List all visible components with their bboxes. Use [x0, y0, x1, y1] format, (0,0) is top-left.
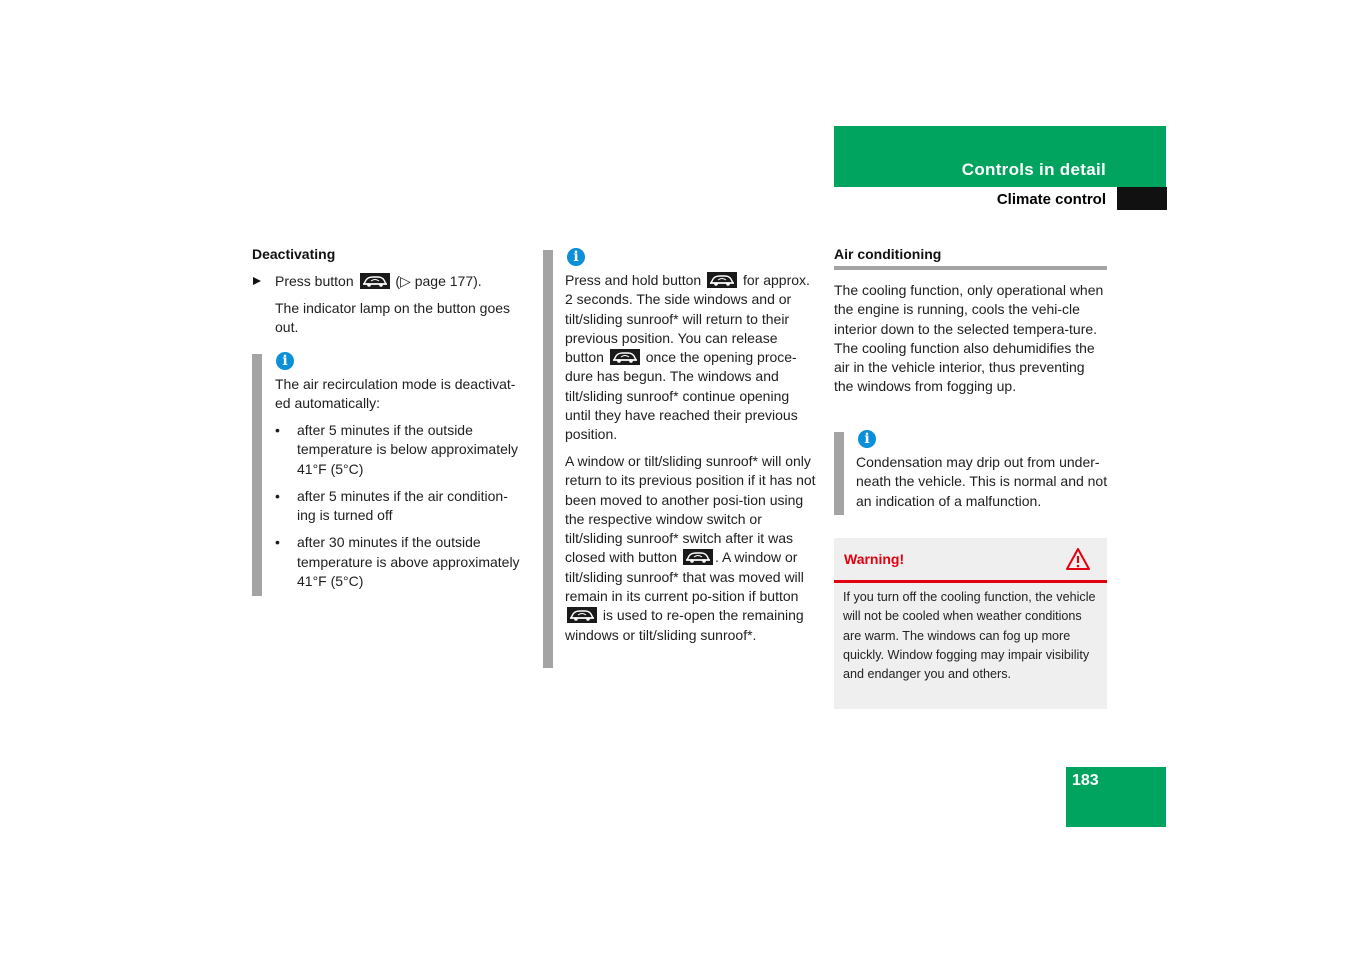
info-condensation: Condensation may drip out from under-neath the vehicle. This is normal and not an indication of a malfunction.: [856, 454, 1108, 509]
info-icon: i: [567, 248, 585, 266]
arrow-right-icon: [252, 273, 272, 292]
step-instruction: [275, 272, 535, 291]
info-paragraph-2: A window or tilt/sliding sunroof* will only return to its previous position if it has not been moved to another posi-tion using the respective window switch or tilt/sliding sunroof* switch after it was closed with button . A window or tilt/sliding sunroof* that was moved will remain in its current po-sition if button is used to re-open the remaining windows or tilt/sliding sunroof*.: [565, 453, 816, 643]
step-prefix: Press button: [275, 273, 354, 289]
recirculation-button-icon: [683, 549, 713, 565]
subsection-title: Climate control: [996, 191, 1106, 208]
info-icon: i: [858, 430, 876, 448]
info-intro: The air recirculation mode is deactivat-ed automatically:: [275, 376, 516, 412]
info-bar: [543, 250, 553, 668]
air-conditioning-paragraph: The cooling function, only operational when the engine is running, cools the vehi-cle interior down to the selected tempera-ture. The cooling function also dehumidifies the air in the vehicle interior, thus preventing the windows from fogging up.: [834, 282, 1104, 395]
step-suffix: (▷ page 177).: [395, 273, 482, 289]
recirculation-button-icon: [707, 272, 737, 288]
warning-title: Warning!: [844, 551, 905, 567]
info-bar: [834, 432, 844, 515]
info-list: [275, 421, 520, 599]
list-item: • after 5 minutes if the air condition-ing is turned off: [275, 487, 520, 526]
deactivating-heading: Deactivating: [252, 246, 336, 262]
section-title: Controls in detail: [961, 160, 1106, 179]
subsection-marker: [1117, 187, 1167, 210]
warning-divider: [834, 580, 1107, 583]
air-conditioning-heading: Air conditioning: [834, 246, 942, 262]
recirculation-button-icon: [567, 607, 597, 623]
warning-triangle-icon: [1065, 547, 1091, 576]
recirculation-button-icon: [610, 349, 640, 365]
page-number: 183: [1072, 772, 1099, 789]
list-item: • after 5 minutes if the outside temperature is below approximately 41°F (5°C): [275, 421, 520, 479]
info-bar: [252, 354, 262, 596]
heading-rule: [834, 266, 1107, 270]
warning-text: If you turn off the cooling function, the vehicle will not be cooled when weather conditions are warm. The windows can fog up more quickly. Window fogging may impair visibility and endanger you and others.: [843, 590, 1096, 682]
step-result: The indicator lamp on the button goes out.: [275, 300, 511, 336]
list-item: • after 30 minutes if the outside temperature is above approximately 41°F (5°C): [275, 533, 520, 591]
recirculation-button-icon: [360, 273, 390, 289]
info-paragraph-1: Press and hold button for approx. 2 seconds. The side windows and or tilt/sliding sunroof* will return to their previous position. You can release button once the opening proce-dure has begun. The windows and tilt/sliding sunroof* continue opening until they have reached their previous position.: [565, 272, 810, 443]
info-icon: i: [276, 352, 294, 370]
